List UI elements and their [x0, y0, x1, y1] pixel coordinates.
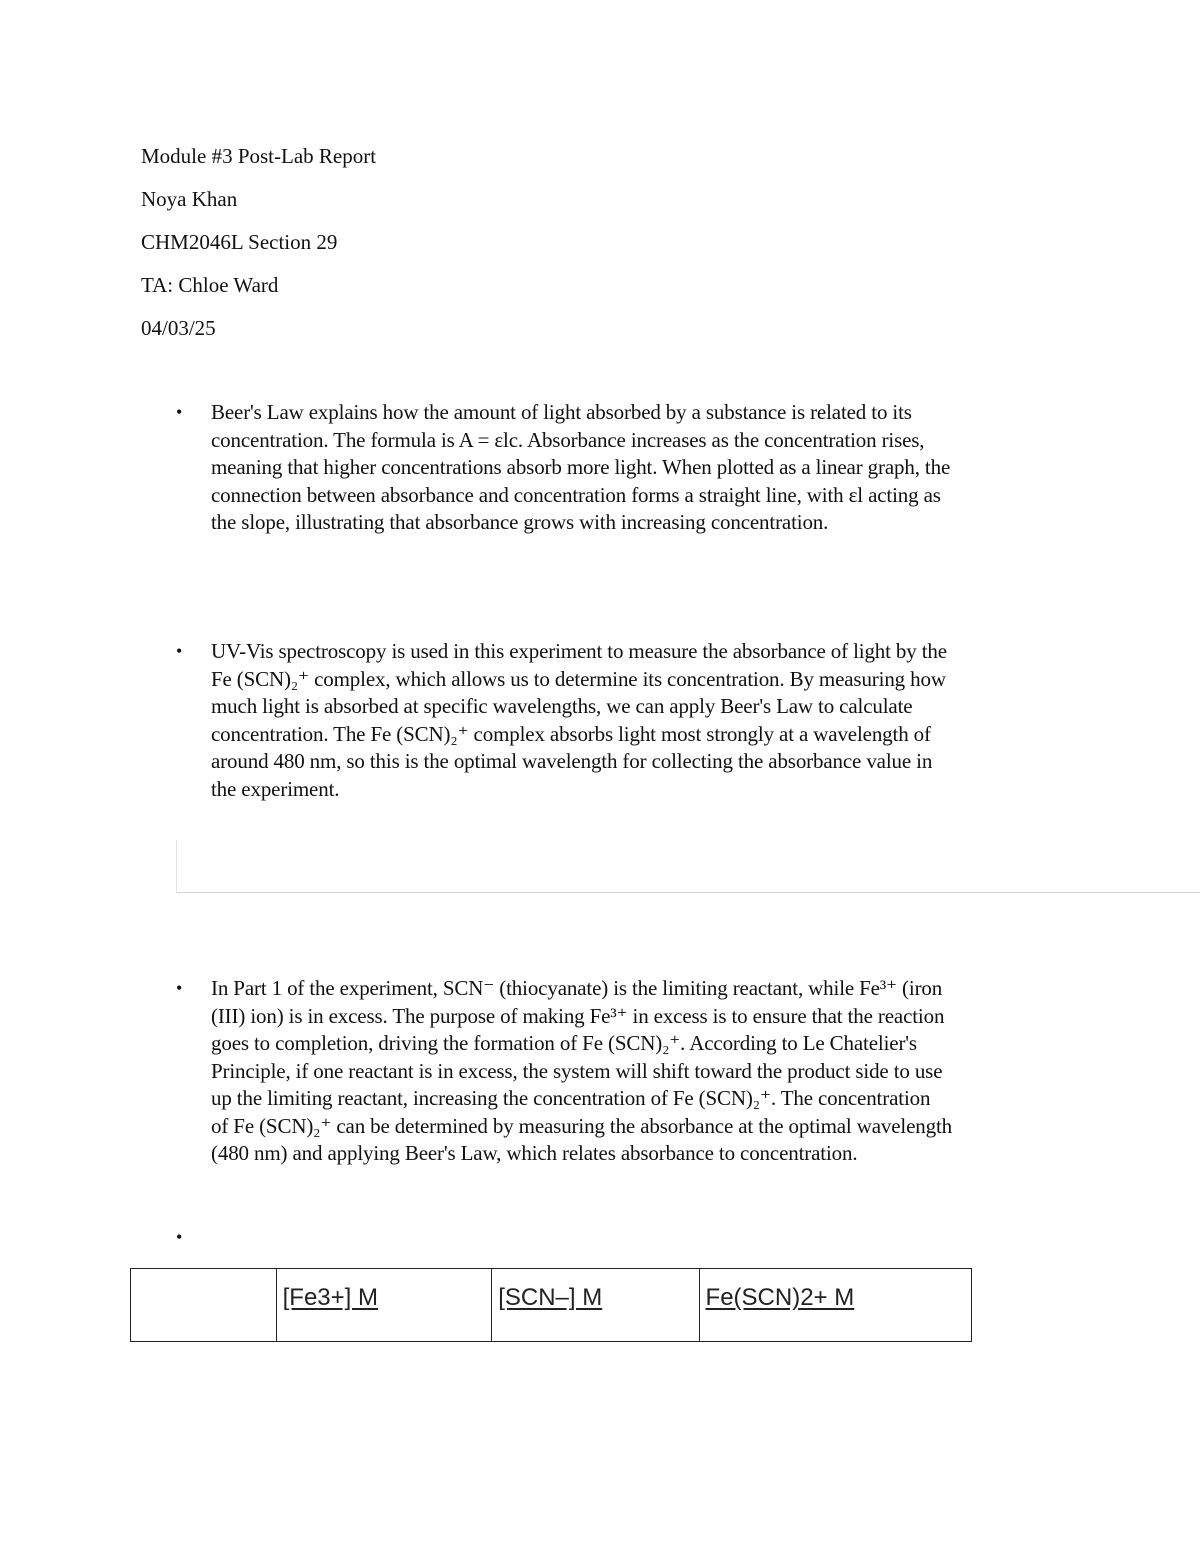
table-header-row [131, 1269, 972, 1342]
student-name: Noya Khan [141, 187, 238, 211]
bullet-text: UV-Vis spectroscopy is used in this experiment to measure the absorbance of light by the Fe (SCN)₂⁺ complex, which allows us to determine its concentration. By measuring how much light is absorbed at specific wavelengths, we can apply Beer's Law to calculate concentration. The Fe (SCN)₂⁺ complex absorbs light most strongly at a wavelength of around 480 nm, so this is the optimal wavelength for collecting the absorbance value in the experiment. [211, 639, 947, 801]
bullet-icon: • [176, 641, 183, 661]
bullet-text: In Part 1 of the experiment, SCN⁻ (thiocyanate) is the limiting reactant, while Fe³⁺ (iron (III) ion) is in excess. The purpose of making Fe³⁺ in excess is to ensure that the reaction goes to completion, driving the formation of Fe (SCN)₂⁺. According to Le Chatelier's Principle, if one reactant is in excess, the system will shift toward the product side to use up the limiting reactant, increasing the concentration of Fe (SCN)₂⁺. The concentration of Fe (SCN)₂⁺ can be determined by measuring the absorbance at the optimal wavelength (480 nm) and applying Beer's Law, which relates absorbance to concentration. [211, 976, 953, 1165]
bullet-text: Beer's Law explains how the amount of light absorbed by a substance is related to its concentration. The formula is A = εlc. Absorbance increases as the concentration rises, meaning that higher concentrations absorb more light. When plotted as a linear graph, the connection between absorbance and concentration forms a straight line, with εl acting as the slope, illustrating that absorbance grows with increasing concentration. [211, 400, 951, 534]
report-title: Module #3 Post-Lab Report [141, 144, 377, 168]
table-header-fescn: Fe(SCN)2+ M [699, 1269, 971, 1342]
section-divider [176, 840, 1200, 893]
bullet-icon: • [176, 1227, 183, 1247]
table-header-cell [131, 1269, 277, 1342]
concentration-table [130, 1268, 972, 1342]
bullet-icon: • [176, 402, 183, 422]
course-section: CHM2046L Section 29 [141, 230, 338, 254]
report-date: 04/03/25 [141, 316, 216, 340]
table-header-fe3: [Fe3+] M [276, 1269, 492, 1342]
bullet-icon: • [176, 978, 183, 998]
table-header-scn: [SCN–] M [492, 1269, 699, 1342]
ta-name: TA: Chloe Ward [141, 273, 279, 297]
